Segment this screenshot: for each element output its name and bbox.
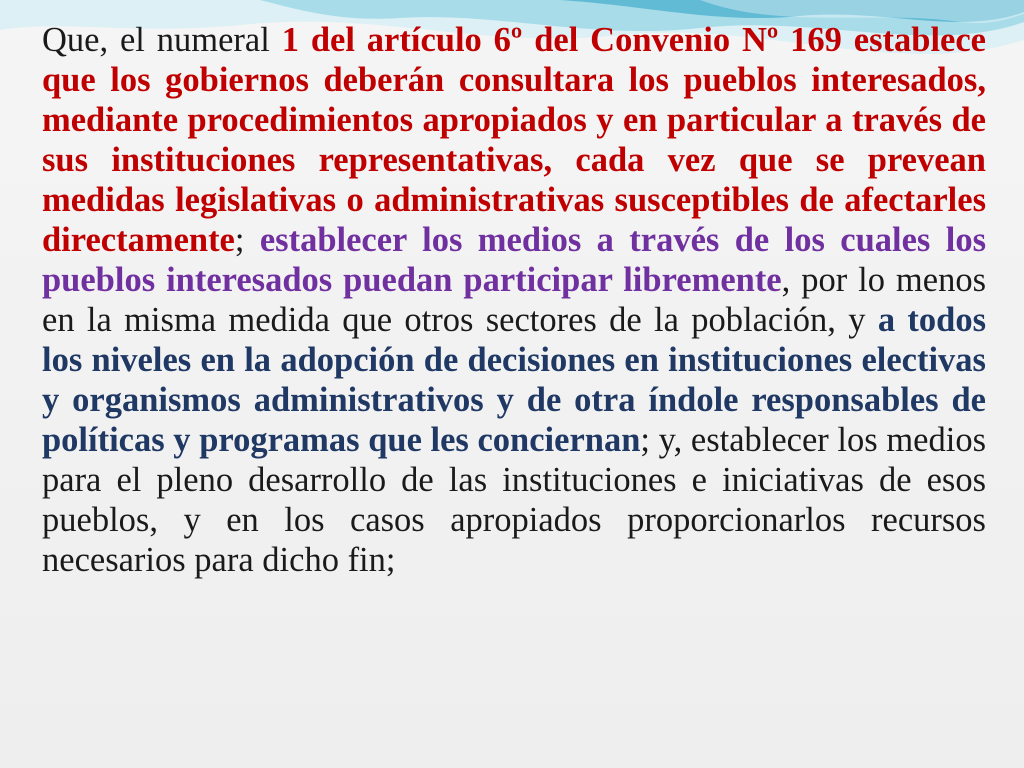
- text-segment-plain: ; y, establecer los medios para el pleno desarrollo de las instituciones e iniciativas de esos pueblos, y en los casos apropiados proporcionarlos recursos necesarios para dicho fin;: [42, 421, 986, 579]
- text-segment-plain: ;: [234, 221, 260, 259]
- text-segment-navy: a todos los niveles en la adopción de decisiones en instituciones electivas y organismos administrativos y de otra índole responsables de políticas y programas que les conciernan: [42, 301, 986, 459]
- text-segment-plain: Que, el numeral: [42, 21, 282, 59]
- text-segment-plain: , por lo menos en la misma medida que otros sectores de la población, y: [42, 261, 987, 339]
- main-paragraph: [42, 20, 986, 580]
- text-segment-red: 1 del artículo 6º del Convenio Nº 169 establece que los gobiernos deberán consultara los pueblos interesados, mediante procedimientos apropiados y en particular a través de sus instituciones representativas, cada vez que se prevean medidas legislativas o administrativas susceptibles de afectarles directamente: [42, 21, 986, 259]
- text-segment-purple: establecer los medios a través de los cuales los pueblos interesados puedan participar libremente: [42, 221, 986, 299]
